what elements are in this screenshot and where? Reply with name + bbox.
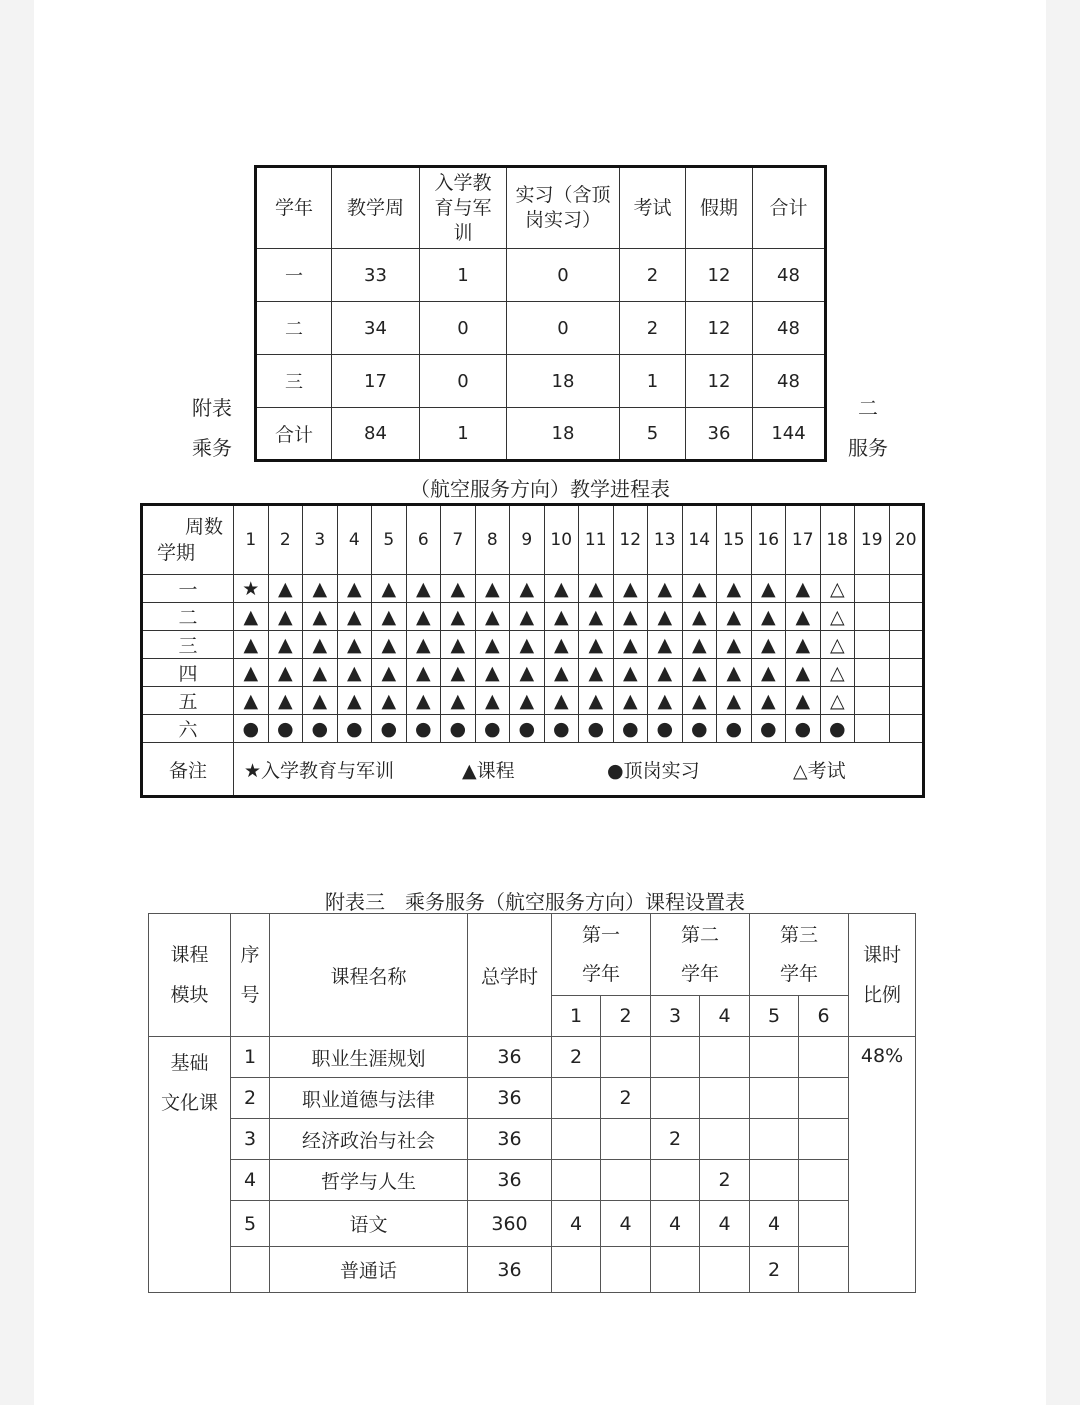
schedule-cell: ★ — [234, 575, 269, 603]
term-5: 5 — [750, 996, 799, 1037]
schedule-cell — [889, 603, 924, 631]
schedule-cell: ▲ — [717, 659, 752, 687]
schedule-cell: ▲ — [579, 687, 614, 715]
legend-enrollment: ★入学教育与军训 — [244, 759, 395, 782]
table-row: 基础 文化课 1 职业生涯规划 36 2 48% — [149, 1037, 916, 1078]
weeks-allocation-table — [254, 165, 827, 462]
schedule-cell — [855, 687, 890, 715]
header-internship: 实习（含顶 岗实习） — [507, 167, 620, 249]
header-module: 课程 模块 — [149, 914, 231, 1037]
schedule-cell: ▲ — [337, 687, 372, 715]
schedule-cell: ▲ — [303, 659, 338, 687]
schedule-cell: ▲ — [613, 603, 648, 631]
schedule-cell: ● — [475, 715, 510, 743]
schedule-cell: ▲ — [682, 631, 717, 659]
schedule-cell: ▲ — [406, 575, 441, 603]
schedule-cell: ▲ — [786, 603, 821, 631]
schedule-cell: ● — [303, 715, 338, 743]
schedule-cell: ▲ — [579, 659, 614, 687]
schedule-cell: ▲ — [441, 603, 476, 631]
side-label-left-top: 附表 — [192, 396, 232, 420]
schedule-cell: ▲ — [510, 659, 545, 687]
schedule-cell — [889, 659, 924, 687]
schedule-cell: ▲ — [786, 631, 821, 659]
schedule-cell: ● — [648, 715, 683, 743]
table3-caption: 附表三 乘务服务（航空服务方向）课程设置表 — [325, 890, 745, 914]
side-label-right-top: 二 — [858, 396, 878, 420]
schedule-cell: ▲ — [751, 687, 786, 715]
schedule-cell: ▲ — [441, 575, 476, 603]
term-2: 2 — [601, 996, 651, 1037]
schedule-cell: ▲ — [337, 659, 372, 687]
schedule-cell: ▲ — [682, 603, 717, 631]
week-header-9: 9 — [510, 505, 545, 575]
week-header-14: 14 — [682, 505, 717, 575]
schedule-cell: ▲ — [475, 659, 510, 687]
header-holiday: 假期 — [686, 167, 753, 249]
corner-cell: 周数 学期 — [142, 505, 234, 575]
term-label: 六 — [142, 715, 234, 743]
week-header-8: 8 — [475, 505, 510, 575]
term-6: 6 — [799, 996, 849, 1037]
schedule-cell: ▲ — [682, 687, 717, 715]
schedule-cell: ▲ — [510, 687, 545, 715]
schedule-cell: ● — [682, 715, 717, 743]
schedule-cell: ● — [751, 715, 786, 743]
table-row: 一 33 1 0 2 12 48 — [256, 249, 826, 302]
table-row: 4 哲学与人生 36 2 — [149, 1160, 916, 1201]
schedule-cell: ▲ — [406, 659, 441, 687]
schedule-cell — [855, 575, 890, 603]
schedule-cell: ▲ — [372, 687, 407, 715]
schedule-cell: ▲ — [786, 575, 821, 603]
notes-legend — [234, 743, 924, 797]
schedule-cell: ▲ — [510, 603, 545, 631]
header-year: 学年 — [256, 167, 332, 249]
header-total-hours: 总学时 — [468, 914, 552, 1037]
schedule-cell: ▲ — [751, 603, 786, 631]
schedule-cell: ▲ — [717, 603, 752, 631]
term-label: 五 — [142, 687, 234, 715]
schedule-cell: ▲ — [544, 659, 579, 687]
schedule-cell: ● — [717, 715, 752, 743]
schedule-cell: ▲ — [579, 575, 614, 603]
table2-caption: （航空服务方向）教学进程表 — [410, 477, 670, 501]
schedule-cell: ▲ — [406, 603, 441, 631]
schedule-cell: ● — [820, 715, 855, 743]
schedule-cell: ▲ — [268, 603, 303, 631]
schedule-cell: ● — [234, 715, 269, 743]
schedule-cell: ▲ — [268, 631, 303, 659]
schedule-cell — [855, 659, 890, 687]
week-header-13: 13 — [648, 505, 683, 575]
schedule-cell: ▲ — [372, 631, 407, 659]
schedule-cell: ▲ — [406, 631, 441, 659]
header-ratio: 课时 比例 — [849, 914, 916, 1037]
week-header-row — [142, 505, 924, 575]
schedule-cell: ▲ — [717, 631, 752, 659]
schedule-cell: ▲ — [544, 603, 579, 631]
schedule-cell: ▲ — [372, 575, 407, 603]
week-header-2: 2 — [268, 505, 303, 575]
schedule-cell: ▲ — [268, 575, 303, 603]
schedule-cell: ▲ — [441, 687, 476, 715]
schedule-cell: ▲ — [682, 575, 717, 603]
term-row — [142, 575, 924, 603]
schedule-cell: ▲ — [268, 687, 303, 715]
schedule-cell: ▲ — [786, 687, 821, 715]
schedule-cell: ▲ — [303, 631, 338, 659]
schedule-cell: ● — [406, 715, 441, 743]
schedule-cell: ▲ — [372, 659, 407, 687]
week-header-18: 18 — [820, 505, 855, 575]
schedule-cell: ▲ — [234, 659, 269, 687]
header-seq: 序 号 — [231, 914, 270, 1037]
schedule-cell: ▲ — [372, 603, 407, 631]
schedule-cell: ▲ — [751, 575, 786, 603]
schedule-cell: ▲ — [303, 603, 338, 631]
header-course-name: 课程名称 — [270, 914, 468, 1037]
schedule-cell: ▲ — [337, 575, 372, 603]
term-row — [142, 603, 924, 631]
schedule-cell — [889, 575, 924, 603]
schedule-cell: ▲ — [544, 575, 579, 603]
module-cell: 基础 文化课 — [149, 1037, 231, 1293]
schedule-cell: ● — [613, 715, 648, 743]
schedule-cell: ▲ — [613, 687, 648, 715]
term-label: 一 — [142, 575, 234, 603]
week-header-20: 20 — [889, 505, 924, 575]
week-header-5: 5 — [372, 505, 407, 575]
week-header-3: 3 — [303, 505, 338, 575]
schedule-cell: ● — [579, 715, 614, 743]
schedule-cell: ● — [510, 715, 545, 743]
header-exam: 考试 — [620, 167, 686, 249]
schedule-cell: ▲ — [786, 659, 821, 687]
schedule-cell: ▲ — [303, 575, 338, 603]
week-header-10: 10 — [544, 505, 579, 575]
week-header-1: 1 — [234, 505, 269, 575]
schedule-cell: ▲ — [234, 631, 269, 659]
week-header-12: 12 — [613, 505, 648, 575]
ratio-cell: 48% — [849, 1037, 916, 1293]
side-label-right-bottom: 服务 — [848, 436, 888, 460]
term-label: 三 — [142, 631, 234, 659]
schedule-cell: ▲ — [510, 575, 545, 603]
term-label: 二 — [142, 603, 234, 631]
table-header-row — [256, 167, 826, 249]
schedule-cell: ▲ — [717, 687, 752, 715]
schedule-cell: ▲ — [682, 659, 717, 687]
legend-internship: ●顶岗实习 — [607, 759, 700, 782]
schedule-cell: △ — [820, 631, 855, 659]
table-header-row — [149, 914, 916, 996]
schedule-cell: ▲ — [441, 659, 476, 687]
side-label-left-bottom: 乘务 — [192, 436, 232, 460]
term-1: 1 — [552, 996, 601, 1037]
schedule-cell: ▲ — [648, 659, 683, 687]
schedule-cell: ▲ — [475, 631, 510, 659]
table-row: 三 17 0 18 1 12 48 — [256, 355, 826, 408]
teaching-schedule-table — [140, 503, 925, 798]
schedule-cell: ▲ — [648, 631, 683, 659]
schedule-cell: ▲ — [337, 603, 372, 631]
schedule-cell: ▲ — [475, 687, 510, 715]
schedule-cell: ▲ — [544, 631, 579, 659]
schedule-cell: ▲ — [406, 687, 441, 715]
term-4: 4 — [700, 996, 750, 1037]
header-year-3: 第三 学年 — [750, 914, 849, 996]
schedule-cell — [855, 603, 890, 631]
schedule-cell: ▲ — [475, 603, 510, 631]
course-setup-table — [148, 913, 916, 1293]
schedule-cell: ▲ — [613, 631, 648, 659]
term-row — [142, 631, 924, 659]
schedule-cell: ▲ — [613, 575, 648, 603]
header-teaching-weeks: 教学周 — [332, 167, 420, 249]
schedule-cell: ▲ — [441, 631, 476, 659]
week-header-11: 11 — [579, 505, 614, 575]
schedule-cell: ▲ — [648, 575, 683, 603]
notes-row — [142, 743, 924, 797]
schedule-cell: ▲ — [579, 603, 614, 631]
header-enrollment-training: 入学教 育与军 训 — [420, 167, 507, 249]
schedule-cell: ▲ — [544, 687, 579, 715]
schedule-cell — [889, 687, 924, 715]
schedule-cell — [889, 715, 924, 743]
week-header-19: 19 — [855, 505, 890, 575]
schedule-cell: ● — [441, 715, 476, 743]
schedule-cell: ▲ — [648, 603, 683, 631]
table-row: 3 经济政治与社会 36 2 — [149, 1119, 916, 1160]
table-row: 2 职业道德与法律 36 2 — [149, 1078, 916, 1119]
schedule-cell: △ — [820, 687, 855, 715]
term-label: 四 — [142, 659, 234, 687]
term-row — [142, 715, 924, 743]
schedule-cell: ▲ — [475, 575, 510, 603]
table-row: 普通话 36 2 — [149, 1247, 916, 1293]
table-row: 二 34 0 0 2 12 48 — [256, 302, 826, 355]
schedule-cell: ▲ — [579, 631, 614, 659]
table-row: 合计 84 1 18 5 36 144 — [256, 408, 826, 461]
header-year-1: 第一 学年 — [552, 914, 651, 996]
term-row — [142, 687, 924, 715]
schedule-cell: ● — [786, 715, 821, 743]
term-row — [142, 659, 924, 687]
header-year-2: 第二 学年 — [651, 914, 750, 996]
schedule-cell — [855, 715, 890, 743]
schedule-cell: ▲ — [751, 631, 786, 659]
schedule-cell: ● — [544, 715, 579, 743]
legend-exam: △考试 — [793, 759, 846, 782]
schedule-cell: ▲ — [303, 687, 338, 715]
week-header-17: 17 — [786, 505, 821, 575]
schedule-cell: ▲ — [234, 603, 269, 631]
schedule-cell: ▲ — [234, 687, 269, 715]
legend-course: ▲课程 — [462, 759, 515, 782]
schedule-cell: ▲ — [337, 631, 372, 659]
schedule-cell: △ — [820, 603, 855, 631]
schedule-cell: ▲ — [510, 631, 545, 659]
schedule-cell: ▲ — [613, 659, 648, 687]
week-header-16: 16 — [751, 505, 786, 575]
schedule-cell: ▲ — [268, 659, 303, 687]
schedule-cell: ▲ — [751, 659, 786, 687]
notes-label: 备注 — [142, 743, 234, 797]
schedule-cell: △ — [820, 575, 855, 603]
schedule-cell — [855, 631, 890, 659]
header-total: 合计 — [753, 167, 826, 249]
schedule-cell: ▲ — [717, 575, 752, 603]
week-header-15: 15 — [717, 505, 752, 575]
schedule-cell: ▲ — [648, 687, 683, 715]
term-3: 3 — [651, 996, 700, 1037]
week-header-4: 4 — [337, 505, 372, 575]
table-row: 5 语文 360 4 4 4 4 4 — [149, 1201, 916, 1247]
week-header-7: 7 — [441, 505, 476, 575]
schedule-cell — [889, 631, 924, 659]
schedule-cell: ● — [372, 715, 407, 743]
schedule-cell: ● — [337, 715, 372, 743]
week-header-6: 6 — [406, 505, 441, 575]
schedule-cell: ● — [268, 715, 303, 743]
schedule-cell: △ — [820, 659, 855, 687]
